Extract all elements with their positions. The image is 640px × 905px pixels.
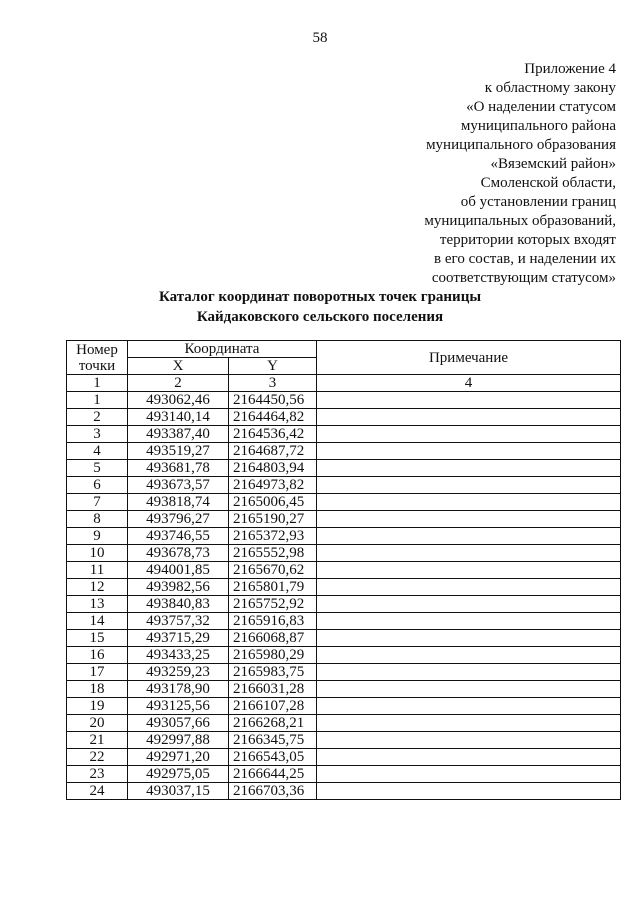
point-number-cell: 7	[67, 494, 128, 511]
appendix-header	[356, 60, 616, 288]
y-coordinate-cell: 2164803,94	[229, 460, 317, 477]
note-cell	[317, 426, 621, 443]
table-row	[67, 766, 621, 783]
y-coordinate-cell: 2165752,92	[229, 596, 317, 613]
x-coordinate-cell: 493062,46	[128, 392, 229, 409]
page-number: 58	[312, 30, 328, 46]
x-coordinate-cell: 493796,27	[128, 511, 229, 528]
appendix-line: территории которых входят	[439, 232, 616, 248]
note-cell	[317, 630, 621, 647]
appendix-line: «О наделении статусом	[466, 99, 616, 115]
appendix-line: в его состав, и наделении их	[434, 251, 616, 267]
x-coordinate-cell: 492971,20	[128, 749, 229, 766]
note-cell	[317, 579, 621, 596]
y-coordinate-cell: 2166644,25	[229, 766, 317, 783]
table-row	[67, 749, 621, 766]
note-cell	[317, 460, 621, 477]
point-number-cell: 21	[67, 732, 128, 749]
title-line-1: Каталог координат поворотных точек границы	[158, 289, 482, 305]
note-cell	[317, 647, 621, 664]
point-number-cell: 18	[67, 681, 128, 698]
point-number-cell: 13	[67, 596, 128, 613]
y-coordinate-cell: 2164464,82	[229, 409, 317, 426]
appendix-line: соответствующим статусом»	[431, 270, 616, 286]
x-coordinate-cell: 493387,40	[128, 426, 229, 443]
point-number-cell: 6	[67, 477, 128, 494]
header-y: Y	[229, 358, 317, 375]
note-cell	[317, 766, 621, 783]
x-coordinate-cell: 494001,85	[128, 562, 229, 579]
appendix-line: к областному закону	[484, 80, 616, 96]
y-coordinate-cell: 2165983,75	[229, 664, 317, 681]
table-row	[67, 460, 621, 477]
note-cell	[317, 698, 621, 715]
x-coordinate-cell: 493678,73	[128, 545, 229, 562]
y-coordinate-cell: 2166068,87	[229, 630, 317, 647]
x-coordinate-cell: 493037,15	[128, 783, 229, 800]
point-number-cell: 23	[67, 766, 128, 783]
coordinates-table-container	[66, 340, 621, 800]
index-cell: 2	[128, 375, 229, 392]
note-cell	[317, 749, 621, 766]
x-coordinate-cell: 493140,14	[128, 409, 229, 426]
x-coordinate-cell: 493681,78	[128, 460, 229, 477]
x-coordinate-cell: 493433,25	[128, 647, 229, 664]
y-coordinate-cell: 2164973,82	[229, 477, 317, 494]
y-coordinate-cell: 2166268,21	[229, 715, 317, 732]
x-coordinate-cell: 493840,83	[128, 596, 229, 613]
x-coordinate-cell: 493519,27	[128, 443, 229, 460]
note-cell	[317, 664, 621, 681]
note-cell	[317, 409, 621, 426]
point-number-cell: 12	[67, 579, 128, 596]
x-coordinate-cell: 493818,74	[128, 494, 229, 511]
y-coordinate-cell: 2165916,83	[229, 613, 317, 630]
table-row	[67, 443, 621, 460]
point-number-cell: 8	[67, 511, 128, 528]
table-row	[67, 698, 621, 715]
y-coordinate-cell: 2166345,75	[229, 732, 317, 749]
index-cell: 1	[67, 375, 128, 392]
point-number-cell: 3	[67, 426, 128, 443]
y-coordinate-cell: 2164450,56	[229, 392, 317, 409]
note-cell	[317, 732, 621, 749]
x-coordinate-cell: 492975,05	[128, 766, 229, 783]
title-line-2: Кайдаковского сельского поселения	[196, 309, 444, 325]
point-number-cell: 2	[67, 409, 128, 426]
table-row	[67, 477, 621, 494]
point-number-cell: 1	[67, 392, 128, 409]
y-coordinate-cell: 2165670,62	[229, 562, 317, 579]
header-coordinate: Координата	[128, 341, 317, 358]
y-coordinate-cell: 2165552,98	[229, 545, 317, 562]
note-cell	[317, 613, 621, 630]
table-row	[67, 409, 621, 426]
table-row	[67, 613, 621, 630]
x-coordinate-cell: 493746,55	[128, 528, 229, 545]
y-coordinate-cell: 2166031,28	[229, 681, 317, 698]
index-cell: 4	[317, 375, 621, 392]
x-coordinate-cell: 493057,66	[128, 715, 229, 732]
point-number-cell: 16	[67, 647, 128, 664]
y-coordinate-cell: 2165006,45	[229, 494, 317, 511]
table-body	[67, 375, 621, 800]
point-number-cell: 17	[67, 664, 128, 681]
note-cell	[317, 477, 621, 494]
point-number-cell: 22	[67, 749, 128, 766]
point-number-cell: 14	[67, 613, 128, 630]
header-number-line1: Номер	[76, 341, 118, 358]
y-coordinate-cell: 2166703,36	[229, 783, 317, 800]
y-coordinate-cell: 2164687,72	[229, 443, 317, 460]
point-number-cell: 9	[67, 528, 128, 545]
x-coordinate-cell: 493757,32	[128, 613, 229, 630]
y-coordinate-cell: 2166107,28	[229, 698, 317, 715]
y-coordinate-cell: 2164536,42	[229, 426, 317, 443]
note-cell	[317, 494, 621, 511]
y-coordinate-cell: 2165190,27	[229, 511, 317, 528]
note-cell	[317, 715, 621, 732]
appendix-line: муниципальных образований,	[424, 213, 616, 229]
x-coordinate-cell: 493178,90	[128, 681, 229, 698]
x-coordinate-cell: 493715,29	[128, 630, 229, 647]
document-title	[0, 287, 640, 327]
point-number-cell: 15	[67, 630, 128, 647]
appendix-line: Смоленской области,	[480, 175, 616, 191]
x-coordinate-cell: 493673,57	[128, 477, 229, 494]
point-number-cell: 19	[67, 698, 128, 715]
appendix-line: муниципального района	[460, 118, 616, 134]
table-row	[67, 783, 621, 800]
table-row	[67, 562, 621, 579]
point-number-cell: 11	[67, 562, 128, 579]
note-cell	[317, 443, 621, 460]
table-row	[67, 681, 621, 698]
point-number-cell: 5	[67, 460, 128, 477]
table-row	[67, 579, 621, 596]
x-coordinate-cell: 493259,23	[128, 664, 229, 681]
x-coordinate-cell: 493125,56	[128, 698, 229, 715]
appendix-line: «Вяземский район»	[490, 156, 616, 172]
table-row	[67, 511, 621, 528]
table-row	[67, 528, 621, 545]
table-row	[67, 664, 621, 681]
point-number-cell: 10	[67, 545, 128, 562]
table-row	[67, 630, 621, 647]
table-row	[67, 732, 621, 749]
note-cell	[317, 392, 621, 409]
x-coordinate-cell: 492997,88	[128, 732, 229, 749]
header-point-number	[67, 341, 128, 375]
point-number-cell: 4	[67, 443, 128, 460]
appendix-line: об установлении границ	[460, 194, 616, 210]
y-coordinate-cell: 2165372,93	[229, 528, 317, 545]
header-x: X	[128, 358, 229, 375]
note-cell	[317, 545, 621, 562]
y-coordinate-cell: 2165801,79	[229, 579, 317, 596]
table-row	[67, 494, 621, 511]
table-row	[67, 647, 621, 664]
point-number-cell: 20	[67, 715, 128, 732]
note-cell	[317, 596, 621, 613]
header-note: Примечание	[317, 341, 621, 375]
y-coordinate-cell: 2165980,29	[229, 647, 317, 664]
point-number-cell: 24	[67, 783, 128, 800]
note-cell	[317, 783, 621, 800]
y-coordinate-cell: 2166543,05	[229, 749, 317, 766]
coordinates-table	[66, 340, 621, 800]
column-index-row	[67, 375, 621, 392]
note-cell	[317, 681, 621, 698]
index-cell: 3	[229, 375, 317, 392]
x-coordinate-cell: 493982,56	[128, 579, 229, 596]
note-cell	[317, 562, 621, 579]
table-row	[67, 545, 621, 562]
appendix-line: Приложение 4	[524, 61, 616, 77]
note-cell	[317, 528, 621, 545]
table-row	[67, 392, 621, 409]
appendix-line: муниципального образования	[426, 137, 616, 153]
table-row	[67, 715, 621, 732]
note-cell	[317, 511, 621, 528]
table-row	[67, 596, 621, 613]
header-number-line2: точки	[78, 357, 116, 374]
table-row	[67, 426, 621, 443]
